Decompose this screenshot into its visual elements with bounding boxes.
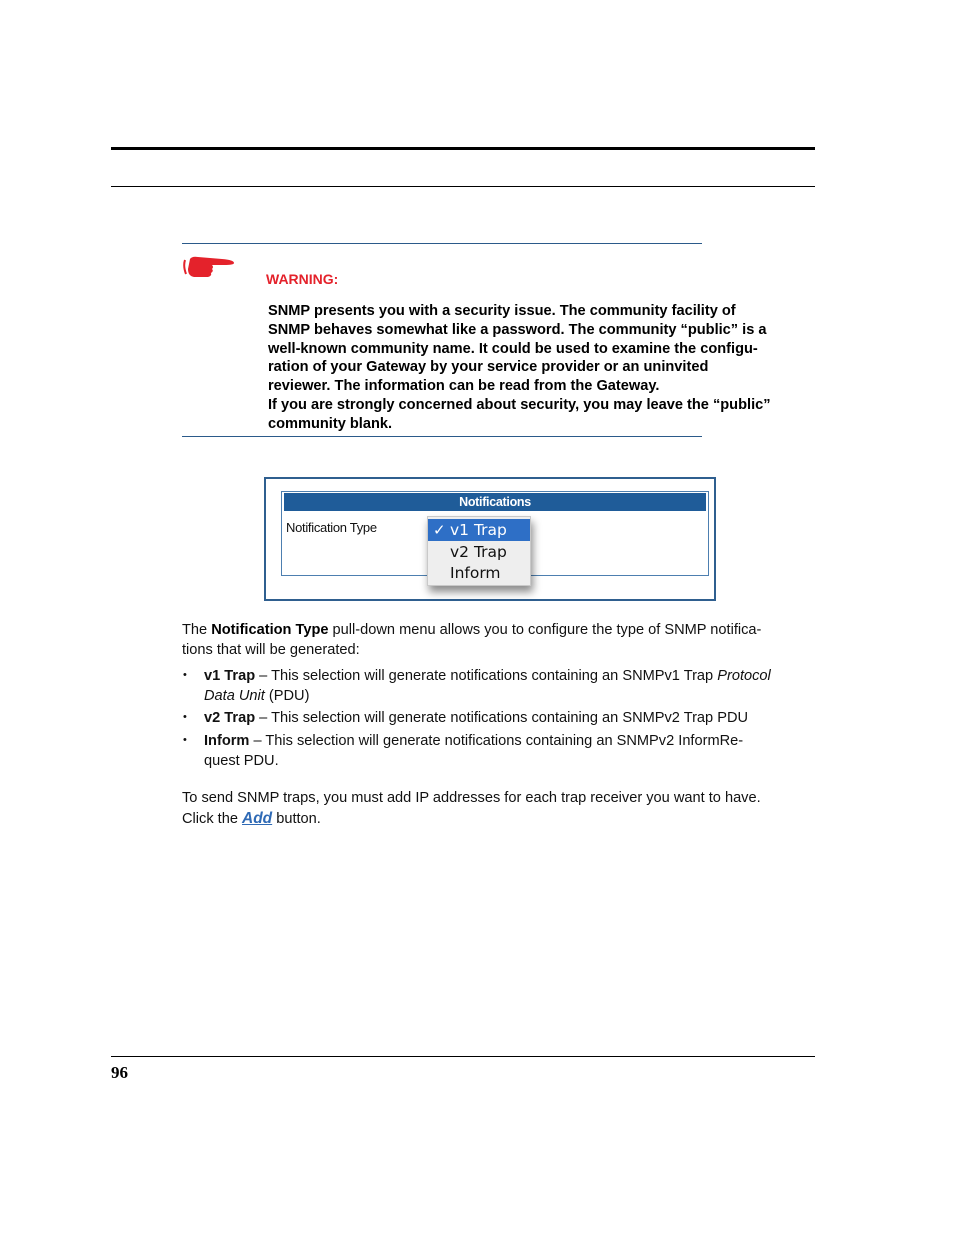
intro-paragraph [182,621,802,660]
bullet-item-v1-trap [204,667,804,706]
warning-line: community blank. [268,415,393,432]
dropdown-option-v2-trap[interactable] [428,541,530,563]
page-number: 96 [111,1063,128,1082]
option-label: v1 Trap [450,521,507,539]
closing-pre: Click the [182,810,243,827]
bullet-desc: – This selection will generate notifications containing an SNMPv2 Trap PDU [255,710,749,726]
bullet-italic: Data Unit [204,687,265,704]
bullet-item-v2-trap [204,709,804,729]
bullet-desc: – This selection will generate notifications containing an SNMPv2 InformRe- [249,733,744,749]
bullet-desc: – This selection will generate notifications containing an SNMPv1 Trap [255,668,718,684]
intro-pre: The [182,622,212,638]
bullet-desc: quest PDU. [204,752,279,769]
closing-paragraph [182,789,802,829]
notifications-header: Notifications [284,493,706,511]
notification-type-dropdown[interactable] [427,516,531,586]
notifications-screenshot [264,477,716,601]
bullet-desc: (PDU) [264,687,310,704]
bullet-icon: • [183,734,187,746]
warning-line: reviewer. The information can be read from the Gateway. [268,378,660,395]
warning-line: well-known community name. It could be used to examine the configu- [268,340,758,357]
warning-line: ration of your Gateway by your service provider or an uninvited [268,359,709,376]
bullet-icon: • [183,711,187,723]
warning-top-rule [182,243,702,244]
checkmark-icon: ✓ [433,521,446,539]
closing-post: button. [272,810,321,827]
intro-rest: pull-down menu allows you to configure the type of SNMP notifica- [328,622,762,638]
add-link[interactable]: Add [242,809,273,827]
warning-line: SNMP presents you with a security issue. The community facility of [268,303,736,319]
notifications-panel [281,491,709,582]
warning-line: If you are strongly concerned about security, you may leave the “public” [268,396,771,413]
bullet-term: Inform [204,733,250,749]
closing-line1: To send SNMP traps, you must add IP addresses for each trap receiver you want to have. [182,790,761,806]
warning-bottom-rule [182,436,702,437]
option-label: Inform [450,564,501,582]
bullet-item-inform [204,732,804,771]
bullet-term: v2 Trap [204,710,256,726]
footer-rule [111,1056,815,1057]
warning-line: SNMP behaves somewhat like a password. The community “public” is a [268,321,767,338]
pointing-hand-icon [182,252,236,280]
header-rule-thin [111,186,815,187]
header-rule-thick [111,147,815,150]
intro-line2: tions that will be generated: [182,641,360,658]
intro-term: Notification Type [211,622,329,638]
dropdown-option-v1-trap[interactable] [428,519,530,541]
dropdown-option-inform[interactable] [428,562,530,584]
notification-type-label: Notification Type [286,520,377,535]
bullet-italic: Protocol [717,668,771,684]
bullet-icon: • [183,669,187,681]
option-label: v2 Trap [450,543,507,561]
warning-title: WARNING: [266,271,339,287]
warning-body [268,302,808,434]
bullet-term: v1 Trap [204,668,256,684]
